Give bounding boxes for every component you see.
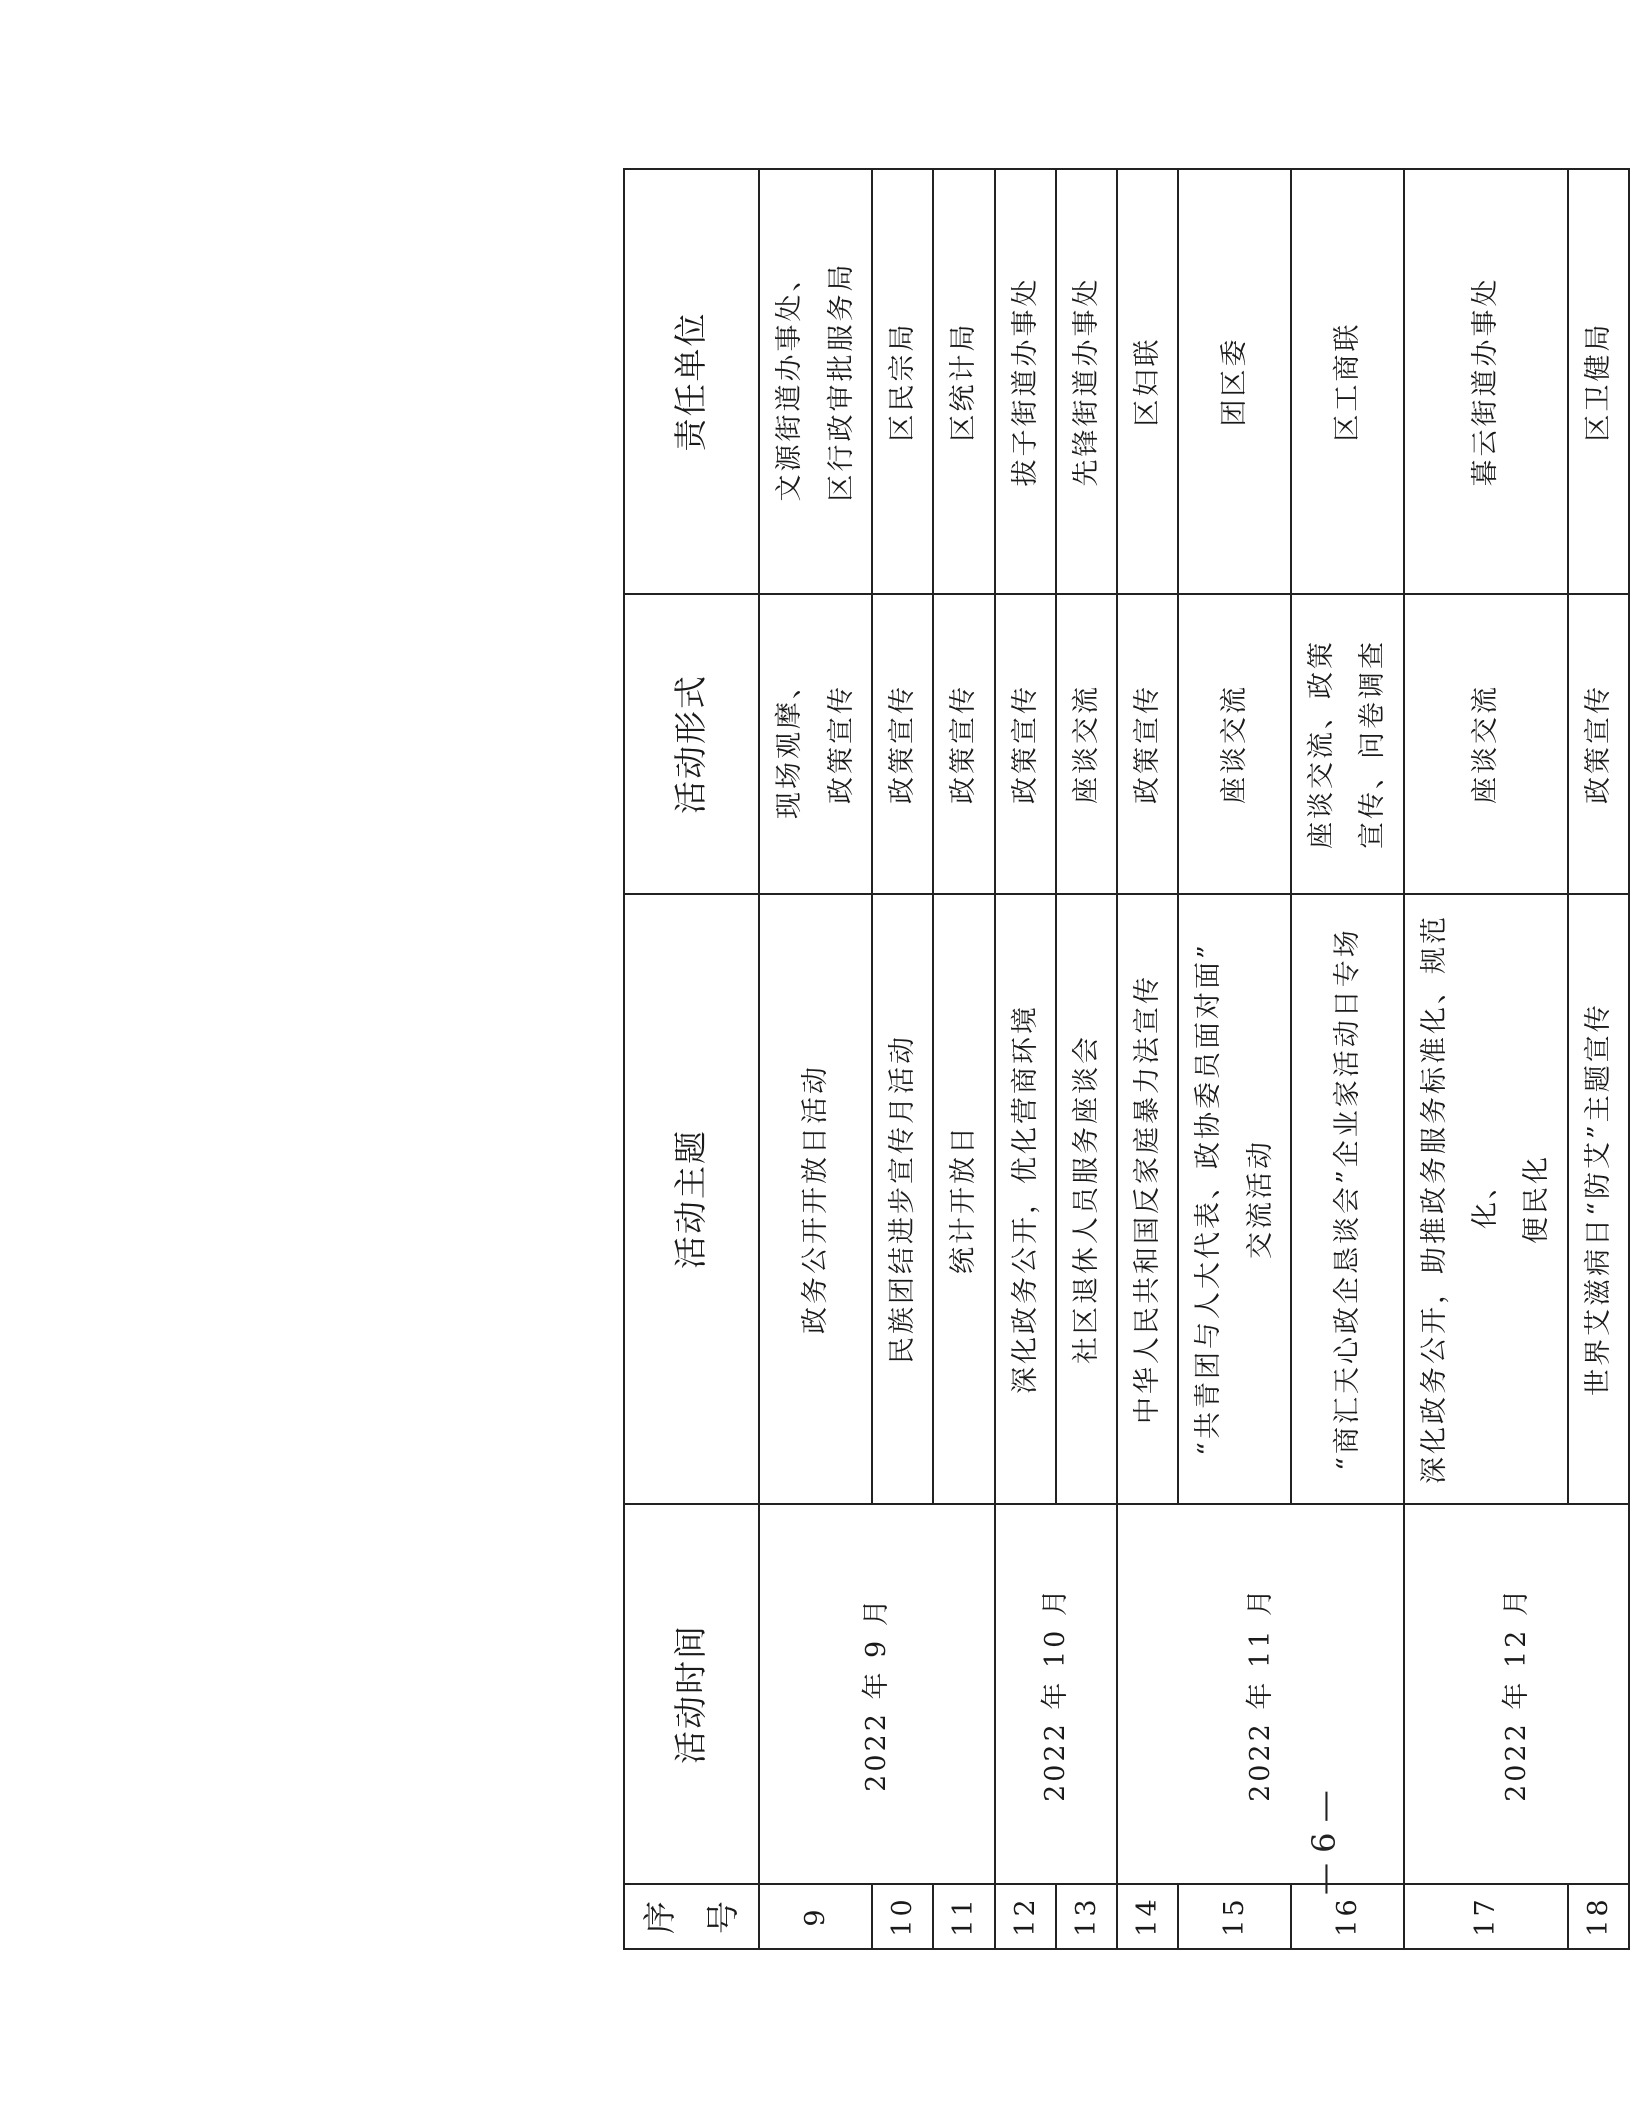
- cell-time-november: 2022 年 11 月: [1117, 1504, 1403, 1884]
- header-no: 序号: [624, 1884, 759, 1949]
- table-header-row: [624, 169, 759, 1949]
- table-row: [1117, 169, 1178, 1949]
- cell-unit: 拔子街道办事处: [995, 169, 1056, 594]
- cell-unit: 区工商联: [1291, 169, 1404, 594]
- cell-no: 9: [759, 1884, 872, 1949]
- cell-theme: 政务公开开放日活动: [759, 894, 872, 1504]
- cell-form: 座谈交流: [1404, 594, 1568, 894]
- header-time: 活动时间: [624, 1504, 759, 1884]
- cell-unit: 团区委: [1178, 169, 1291, 594]
- cell-unit: 区民宗局: [872, 169, 933, 594]
- cell-no: 14: [1117, 1884, 1178, 1949]
- activity-schedule-table: [623, 168, 1630, 1950]
- cell-no: 10: [872, 1884, 933, 1949]
- cell-no: 11: [933, 1884, 994, 1949]
- header-unit: 责任单位: [624, 169, 759, 594]
- cell-theme: 深化政务公开，助推政务服务标准化、规范化、 便民化: [1404, 894, 1568, 1504]
- table-row: [1404, 169, 1568, 1949]
- cell-theme: 深化政务公开，优化营商环境: [995, 894, 1056, 1504]
- cell-theme: 世界艾滋病日“防艾”主题宣传: [1568, 894, 1629, 1504]
- cell-time-october: 2022 年 10 月: [995, 1504, 1118, 1884]
- cell-unit: 文源街道办事处、 区行政审批服务局: [759, 169, 872, 594]
- cell-no: 12: [995, 1884, 1056, 1949]
- cell-form: 政策宣传: [1117, 594, 1178, 894]
- cell-unit: 区妇联: [1117, 169, 1178, 594]
- cell-unit: 暮云街道办事处: [1404, 169, 1568, 594]
- page-number: — 6 —: [1305, 1790, 1343, 1895]
- cell-time-september: 2022 年 9 月: [759, 1504, 994, 1884]
- table-row: [995, 169, 1056, 1949]
- header-theme: 活动主题: [624, 894, 759, 1504]
- cell-theme: 中华人民共和国反家庭暴力法宣传: [1117, 894, 1178, 1504]
- cell-theme: 社区退休人员服务座谈会: [1056, 894, 1117, 1504]
- cell-theme: 统计开放日: [933, 894, 994, 1504]
- cell-theme: “共青团与人大代表、政协委员面对面” 交流活动: [1178, 894, 1291, 1504]
- cell-no: 18: [1568, 1884, 1629, 1949]
- cell-no: 16: [1291, 1884, 1404, 1949]
- cell-form: 座谈交流、政策 宣传、问卷调查: [1291, 594, 1404, 894]
- cell-form: 政策宣传: [933, 594, 994, 894]
- cell-time-december: 2022 年 12 月: [1404, 1504, 1629, 1884]
- cell-theme: “商汇天心政企恳谈会”企业家活动日专场: [1291, 894, 1404, 1504]
- cell-no: 15: [1178, 1884, 1291, 1949]
- cell-form: 政策宣传: [872, 594, 933, 894]
- cell-form: 座谈交流: [1056, 594, 1117, 894]
- cell-unit: 先锋街道办事处: [1056, 169, 1117, 594]
- cell-theme: 民族团结进步宣传月活动: [872, 894, 933, 1504]
- rotated-table-container: [623, 170, 1614, 1950]
- cell-form: 现场观摩、 政策宣传: [759, 594, 872, 894]
- cell-form: 政策宣传: [1568, 594, 1629, 894]
- cell-form: 座谈交流: [1178, 594, 1291, 894]
- cell-unit: 区卫健局: [1568, 169, 1629, 594]
- cell-no: 13: [1056, 1884, 1117, 1949]
- table-row: [759, 169, 872, 1949]
- cell-form: 政策宣传: [995, 594, 1056, 894]
- header-form: 活动形式: [624, 594, 759, 894]
- cell-no: 17: [1404, 1884, 1568, 1949]
- cell-unit: 区统计局: [933, 169, 994, 594]
